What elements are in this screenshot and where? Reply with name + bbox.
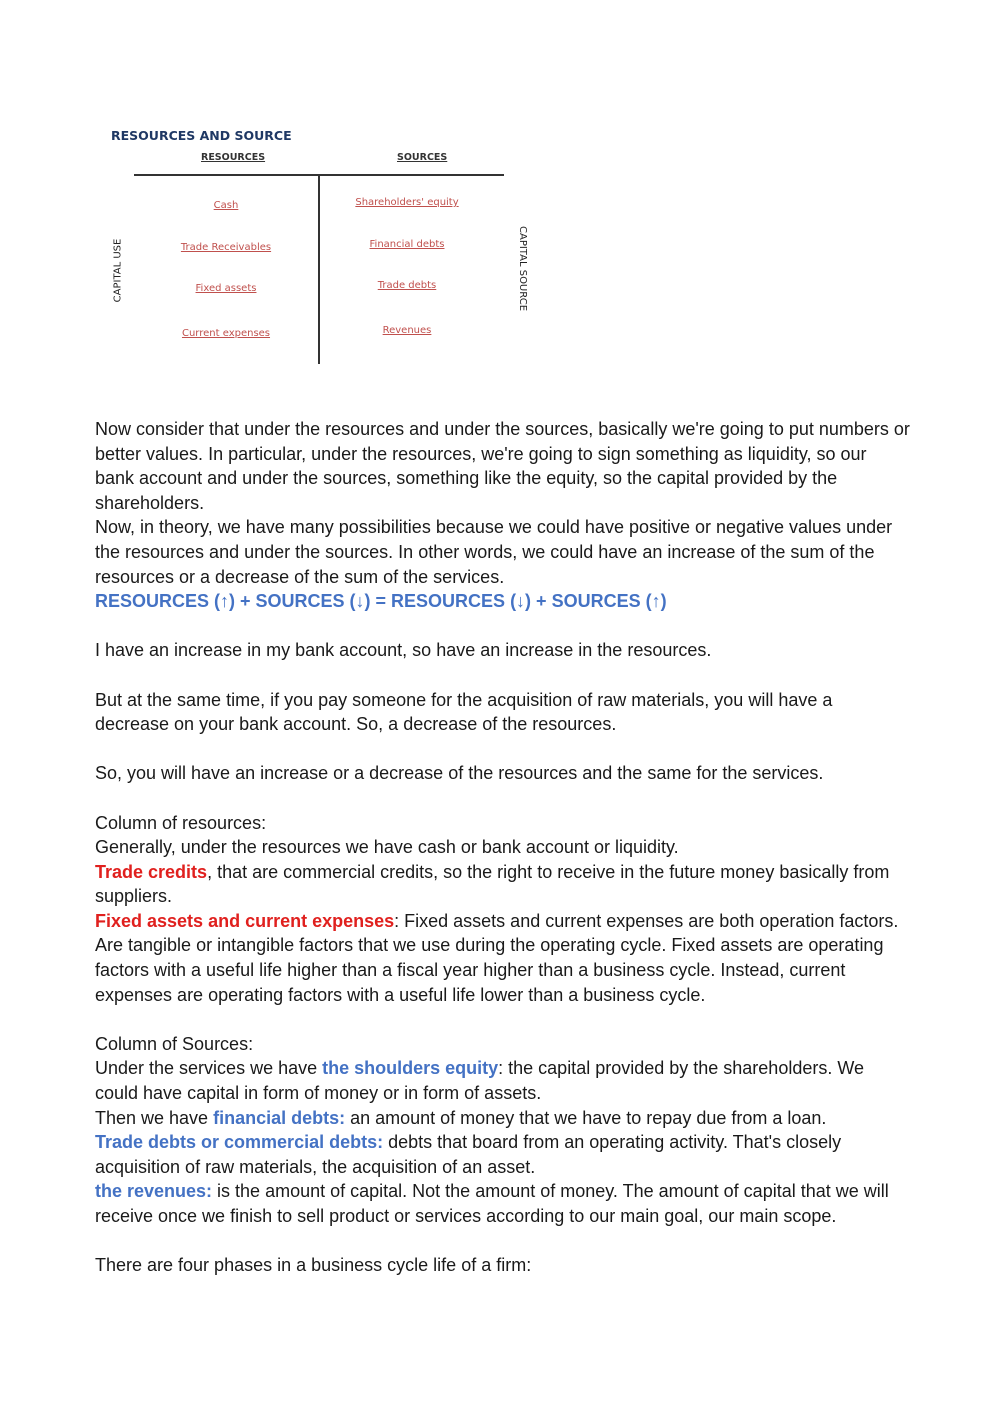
paragraph: Now consider that under the resources and under the sources, basically we're going to put numbers or better values. In particular, under the resources, we're going to sign something as liquidity, so our bank account and under the sources, something like the equity, so the capital provided by the shareholders. (95, 419, 910, 513)
definition-text: debts that board from an operating activity. That's closely acquisition of raw materials, the acquisition of an asset. (95, 1132, 842, 1177)
paragraph: So, you will have an increase or a decrease of the resources and the same for the services. (95, 763, 824, 784)
paragraph-financial-debts (95, 1106, 910, 1131)
section-heading-resources: Column of resources: (95, 812, 267, 833)
definition-text: , that are commercial credits, so the right to receive in the future money basically from suppliers. (95, 861, 890, 907)
vertical-divider (318, 174, 320, 364)
term-trade-credits: Trade credits (95, 861, 208, 882)
document-body (95, 417, 910, 1278)
paragraph: But at the same time, if you pay someone for the acquisition of raw materials, you will have a decrease on your bank account. So, a decrease of the resources. (95, 689, 833, 735)
resources-header: RESOURCES (201, 152, 266, 163)
paragraph-trade-credits (95, 860, 910, 909)
paragraph-equity (95, 1056, 910, 1105)
source-item-equity: Shareholders' equity (355, 197, 459, 208)
resource-item-trade-receivables: Trade Receivables (180, 242, 272, 253)
term-trade-debts: Trade debts or commercial debts: (95, 1132, 384, 1153)
paragraph-final: There are four phases in a business cycle life of a firm: (95, 1255, 532, 1276)
term-revenues: the revenues: (95, 1181, 213, 1202)
paragraph-revenues (95, 1179, 910, 1228)
source-item-financial-debts: Financial debts (369, 239, 445, 250)
definition-text: is the amount of capital. Not the amount of money. The amount of capital that we will receive once we finish to sell product or services according to our main goal, our main scope. (95, 1181, 889, 1226)
source-item-revenues: Revenues (382, 325, 432, 336)
source-item-trade-debts: Trade debts (377, 280, 437, 291)
resource-item-cash: Cash (213, 200, 239, 211)
paragraph: Now, in theory, we have many possibilities because we could have positive or negative values under the resources and under the sources. In other words, we could have an increase of the sum of the resources or a decrease of the sum of the services. (95, 517, 893, 587)
capital-use-label: CAPITAL USE (112, 238, 124, 303)
definition-text: : Fixed assets and current expenses are both operation factors. Are tangible or intangible factors that we use during the operating cycle. Fixed assets are operating factors with a useful life higher than a fiscal year higher than a business cycle. Instead, current expenses are operating factors with a useful life lower than a business cycle. (95, 910, 899, 1005)
definition-text: : the capital provided by the shareholders. We could have capital in form of money or in form of assets. (95, 1058, 865, 1104)
section-heading-sources: Column of Sources: (95, 1033, 254, 1054)
paragraph: Generally, under the resources we have cash or bank account or liquidity. (95, 837, 679, 858)
prefix-text: Then we have (95, 1107, 214, 1128)
prefix-text: Under the services we have (95, 1058, 323, 1079)
formula: RESOURCES (↑) + SOURCES (↓) = RESOURCES (↓) + SOURCES (↑) (95, 591, 667, 612)
term-fixed-assets: Fixed assets and current expenses (95, 910, 395, 931)
resources-sources-diagram (100, 120, 540, 370)
paragraph: I have an increase in my bank account, so have an increase in the resources. (95, 640, 712, 661)
paragraph-trade-debts (95, 1130, 910, 1179)
capital-source-label: CAPITAL SOURCE (517, 225, 529, 312)
sources-header: SOURCES (397, 152, 448, 163)
definition-text: an amount of money that we have to repay due from a loan. (345, 1107, 827, 1128)
paragraph-fixed-assets (95, 909, 910, 1007)
term-financial-debts: financial debts: (213, 1107, 346, 1128)
term-equity: the shoulders equity (322, 1058, 499, 1079)
resource-item-current-expenses: Current expenses (181, 328, 271, 339)
resource-item-fixed-assets: Fixed assets (195, 283, 257, 294)
diagram-title: RESOURCES AND SOURCE (111, 128, 292, 143)
